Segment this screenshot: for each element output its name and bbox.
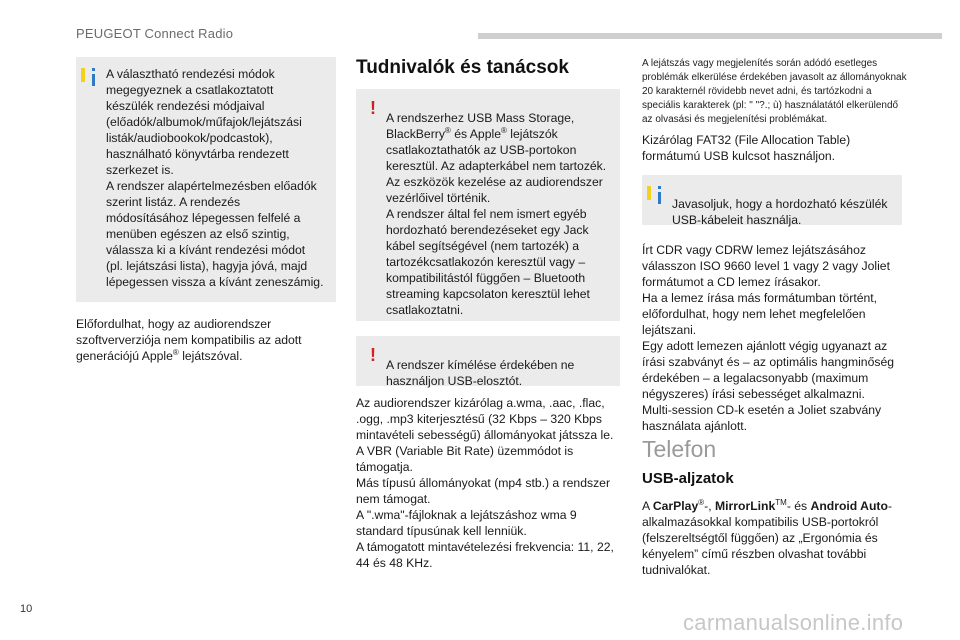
carplay-label: CarPlay	[652, 499, 699, 513]
warning-text-part: lejátszók csatlakoztathatók az USB-portokon keresztül. Az adapterkábel nem tartozék. Az eszközök kezelése az audiorendszer vezérlőivel történik. A rendszer által fel nem ismert egyéb hordozható berendezéseket egy Jack kábel segítségével (nem tartozék) a tartozékcsatlakozón keresztül vagy – kompatibilitástól függően – Bluetooth streaming kapcsolaton keresztül lehet csatlakoztatni.	[386, 127, 607, 318]
apple-compat-text: Előfordulhat, hogy az audiorendszer szoftververziója nem kompatibilis az adott generációjú Apple	[76, 317, 302, 363]
section-heading-tips: Tudnivalók és tanácsok	[356, 57, 569, 78]
fat32-text: Kizárólag FAT32 (File Allocation Table) formátumú USB kulcsot használjon.	[642, 133, 851, 163]
info-icon	[652, 186, 666, 204]
warning-text-hub: A rendszer kímélése érdekében ne használjon USB-elosztót.	[386, 358, 575, 389]
running-header: PEUGEOT Connect Radio	[76, 26, 234, 41]
registered-mark: ®	[172, 347, 179, 357]
warning-text-usb	[386, 110, 608, 318]
cd-text: Írt CDR vagy CDRW lemez lejátszásához válasszon ISO 9660 level 1 vagy 2 vagy Joliet formátumot a CD lemez írásakor. Ha a lemez írása más formátumban történt, előfordulhat, hogy nem lehet megfelelően lejátszani. Egy adott lemezen ajánlott végig ugyanazt az írási szabványt és – az optimális hangminőség érdekében – a legalacsonyabb (maximum négyszeres) írási sebességet alkalmazni. Multi-session CD-k esetén a Joliet szabvány használata ajánlott.	[642, 243, 895, 433]
fat32-paragraph	[642, 132, 908, 164]
info-accent-bar	[81, 68, 85, 82]
info-icon	[86, 68, 100, 86]
usb-text-part: - és	[786, 499, 811, 513]
warning-box-hub	[356, 336, 620, 389]
info-accent-bar	[647, 186, 651, 200]
registered-mark: ®	[444, 126, 451, 136]
info-text-sorting: A választható rendezési módok megegyeznek a csatlakoztatott készülék rendezési módjaival (előadók/albumok/műfajok/lejátszási listák/audiobookok/podcastok), használható könyvtárba rendezett szerkezet is. A rendszer alapértelmezésben előadók szerint listáz. A rendezés módosításához lépegessen felfelé a menüben egészen az első szintig, válassza ki a kívánt rendezési módot (pl. lejátszási lista), hagyja jóvá, majd lépegessen vissza a kívánt zeneszámig.	[106, 67, 324, 289]
info-box-sorting	[76, 57, 336, 302]
warning-text-part: és Apple	[450, 127, 501, 142]
info-text-cables: Javasoljuk, hogy a hordozható készülék USB-kábeleit használja.	[672, 197, 888, 228]
usb-paragraph	[642, 498, 908, 578]
registered-mark: ®	[698, 497, 705, 507]
mirrorlink-label: MirrorLink	[715, 499, 776, 513]
section-heading-usb: USB-aljzatok	[642, 470, 734, 487]
android-auto-label: Android Auto	[810, 499, 888, 513]
usb-text-part: A	[642, 499, 653, 513]
page-number: 10	[20, 603, 33, 615]
usb-text-part: -alkalmazásokkal kompatibilis USB-portokról (felszereltségtől függően) az „Ergonómia és kényelem” című részben olvashat további tudnivalókat.	[642, 499, 892, 577]
chapter-heading-telefon: Telefon	[642, 436, 717, 462]
warning-icon: !	[370, 98, 376, 118]
apple-compat-text-end: lejátszóval.	[178, 349, 243, 363]
apple-compat-paragraph	[76, 316, 336, 364]
header-rule	[478, 33, 942, 39]
warning-box-usb	[356, 89, 620, 321]
watermark: carmanualsonline.info	[683, 610, 904, 635]
audio-format-text: Az audiorendszer kizárólag a.wma, .aac, .flac, .ogg, .mp3 kiterjesztésű (32 Kbps – 320 Kbps mintavételi sebességű) állományokat játssza le. A VBR (Variable Bit Rate) üzemmódot is támogatja. Más típusú állományokat (mp4 stb.) a rendszer nem támogat. A ".wma"-fájloknak a lejátszáshoz wma 9 standard típusúnak kell lenniük. A támogatott mintavételezési frekvencia: 11, 22, 44 és 48 KHz.	[356, 396, 614, 570]
registered-mark: ®	[500, 126, 507, 136]
cd-paragraph	[642, 242, 908, 434]
audio-format-paragraph	[356, 395, 622, 571]
trademark-mark: TM	[775, 497, 787, 507]
warning-icon: !	[370, 345, 376, 365]
filename-note: A lejátszás vagy megjelenítés során adódó esetleges problémák elkerülése érdekében javasolt az állományoknak 20 karakternél rövidebb nevet adni, és tartózkodni a speciális karakterek (pl: " "?.; ù) használatától elkerülendő az olvasási és megjelenítési problémákat.	[642, 58, 907, 125]
warning-text-part: A rendszerhez USB Mass Storage, BlackBerry	[386, 111, 575, 142]
usb-text-part: -,	[704, 499, 715, 513]
info-box-cables	[642, 175, 902, 228]
